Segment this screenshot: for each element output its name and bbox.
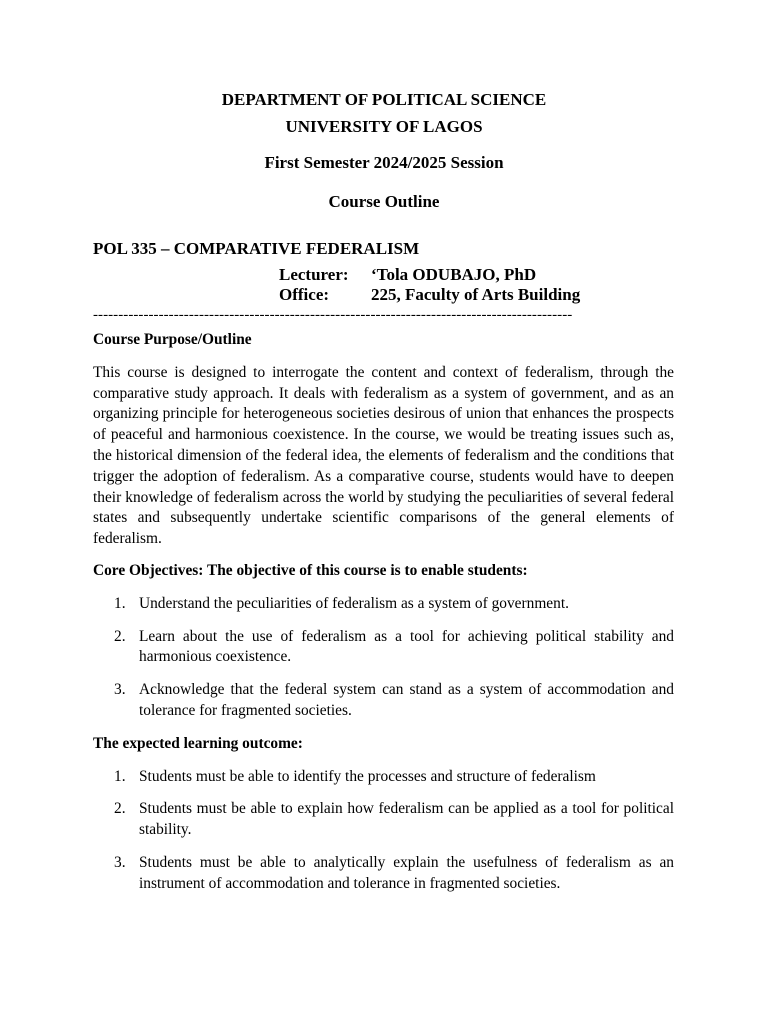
purpose-paragraph: This course is designed to interrogate the content and context of federalism, through the comparative study approach. It deals with federalism as a system of government, and as an organizing principle for heterogeneous societies desirous of union that enhances the prospects of peaceful and harmonious coexistence. In the course, we would be treating issues such as, the historical dimension of the federal idea, the elements of federalism and the conditions that trigger the adoption of federalism. As a comparative course, students would have to deepen their knowledge of federalism across the world by studying the peculiarities of several federal states and subsequently undertake scientific comparisons of the general elements of federalism. [93,363,674,548]
list-item-number: 3. [114,853,126,871]
outcomes-list [93,767,674,895]
semester-line: First Semester 2024/2025 Session [264,153,504,172]
lecturer-row [279,265,580,285]
list-item-number: 3. [114,681,126,699]
list-item-text: Learn about the use of federalism as a tool for achieving political stability and harmonious coexistence. [139,627,674,666]
department-name: DEPARTMENT OF POLITICAL SCIENCE [221,90,547,109]
list-item [93,680,674,722]
objectives-list [93,594,674,722]
office-label: Office: [279,285,330,304]
list-item [93,767,674,788]
list-item [93,799,674,841]
list-item [93,853,674,895]
list-item-number: 1. [114,767,126,785]
outcomes-heading: The expected learning outcome: [93,734,303,752]
document-header [0,86,768,140]
list-item-text: Students must be able to analytically explain the usefulness of federalism as an instrument of accommodation and tolerance in fragmented societies. [139,853,674,892]
list-item-text: Acknowledge that the federal system can stand as a system of accommodation and tolerance for fragmented societies. [139,681,674,719]
list-item [93,594,674,615]
list-item-text: Students must be able to explain how federalism can be applied as a tool for political stability. [139,800,674,839]
office-value: 225, Faculty of Arts Building [371,285,581,304]
office-row [279,285,580,305]
university-name: UNIVERSITY OF LAGOS [285,117,483,136]
course-info-block [279,265,580,305]
list-item-number: 1. [114,594,126,612]
document-body [93,330,674,907]
list-item-text: Students must be able to identify the processes and structure of federalism [139,767,596,785]
list-item-text: Understand the peculiarities of federalism as a system of government. [139,594,569,612]
dashed-divider: ----------------------------------------------------------------------------------------------- [93,307,573,323]
lecturer-label: Lecturer: [279,265,349,284]
lecturer-name: ‘Tola ODUBAJO, PhD [371,265,537,284]
list-item-number: 2. [114,627,126,645]
course-title: POL 335 – COMPARATIVE FEDERALISM [93,239,420,258]
objectives-heading: Core Objectives: The objective of this course is to enable students: [93,561,528,579]
list-item-number: 2. [114,800,126,818]
list-item [93,627,674,669]
document-type-title: Course Outline [328,192,440,211]
purpose-heading: Course Purpose/Outline [93,331,252,348]
